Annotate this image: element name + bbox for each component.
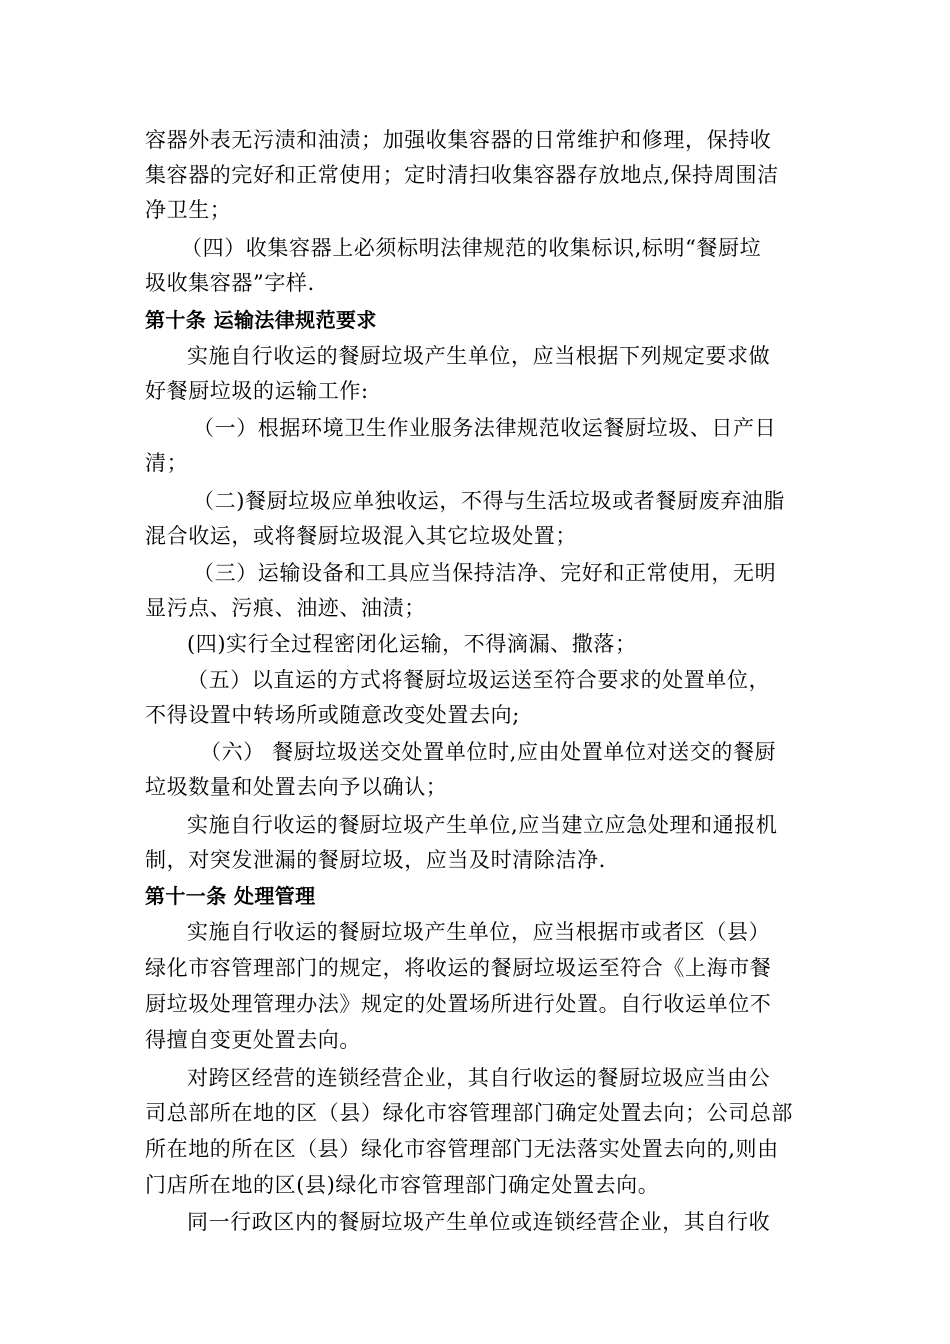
text-line: （五）以直运的方式将餐厨垃圾运送至符合要求的处置单位， (187, 668, 771, 692)
text-line: 实施自行收运的餐厨垃圾产生单位，应当根据市或者区（县） (187, 920, 771, 944)
text-line: 不得设置中转场所或随意改变处置去向; (145, 703, 520, 727)
text-line: 容器外表无污渍和油渍；加强收集容器的日常维护和修理，保持收 (145, 128, 772, 152)
text-line: 绿化市容管理部门的规定，将收运的餐厨垃圾运至符合《上海市餐 (145, 956, 772, 980)
text-line: （一）根据环境卫生作业服务法律规范收运餐厨垃圾、日产日 (193, 416, 777, 440)
text-line: 圾收集容器”字样. (145, 271, 315, 295)
text-line: （六） 餐厨垃圾送交处置单位时,应由处置单位对送交的餐厨 (200, 740, 777, 764)
section-heading: 第十一条 处理管理 (145, 884, 316, 908)
text-line: 实施自行收运的餐厨垃圾产生单位,应当建立应急处理和通报机 (187, 813, 778, 837)
text-line: 集容器的完好和正常使用；定时清扫收集容器存放地点,保持周围洁 (145, 163, 779, 187)
text-line: 所在地的所在区（县）绿化市容管理部门无法落实处置去向的,则由 (145, 1137, 779, 1161)
text-line: （三）运输设备和工具应当保持洁净、完好和正常使用，无明 (193, 561, 777, 585)
text-line: （二)餐厨垃圾应单独收运，不得与生活垃圾或者餐厨废弃油脂 (193, 489, 785, 513)
text-line: 净卫生； (145, 198, 232, 222)
text-line: 对跨区经营的连锁经营企业，其自行收运的餐厨垃圾应当由公 (187, 1066, 771, 1090)
text-line: （四）收集容器上必须标明法律规范的收集标识,标明“餐厨垃 (181, 236, 762, 260)
text-line: 清； (145, 451, 189, 475)
section-heading: 第十条 运输法律规范要求 (145, 308, 377, 332)
text-line: 司总部所在地的区（县）绿化市容管理部门确定处置去向；公司总部 (145, 1101, 793, 1125)
text-line: 垃圾数量和处置去向予以确认； (145, 775, 448, 799)
text-line: 显污点、污痕、油迹、油渍； (145, 596, 426, 620)
text-line: 制，对突发泄漏的餐厨垃圾，应当及时清除洁净. (145, 848, 606, 872)
text-line: 实施自行收运的餐厨垃圾产生单位，应当根据下列规定要求做 (187, 344, 771, 368)
text-line: 混合收运，或将餐厨垃圾混入其它垃圾处置； (145, 524, 577, 548)
text-line: 得擅自变更处置去向。 (145, 1028, 361, 1052)
text-line: 好餐厨垃圾的运输工作: (145, 379, 369, 403)
text-line: 厨垃圾处理管理办法》规定的处置场所进行处置。自行收运单位不 (145, 992, 772, 1016)
text-line: 门店所在地的区(县)绿化市容管理部门确定处置去向。 (145, 1173, 660, 1197)
text-line: 同一行政区内的餐厨垃圾产生单位或连锁经营企业，其自行收 (187, 1210, 771, 1234)
text-line: (四)实行全过程密闭化运输，不得滴漏、撒落； (187, 632, 637, 656)
